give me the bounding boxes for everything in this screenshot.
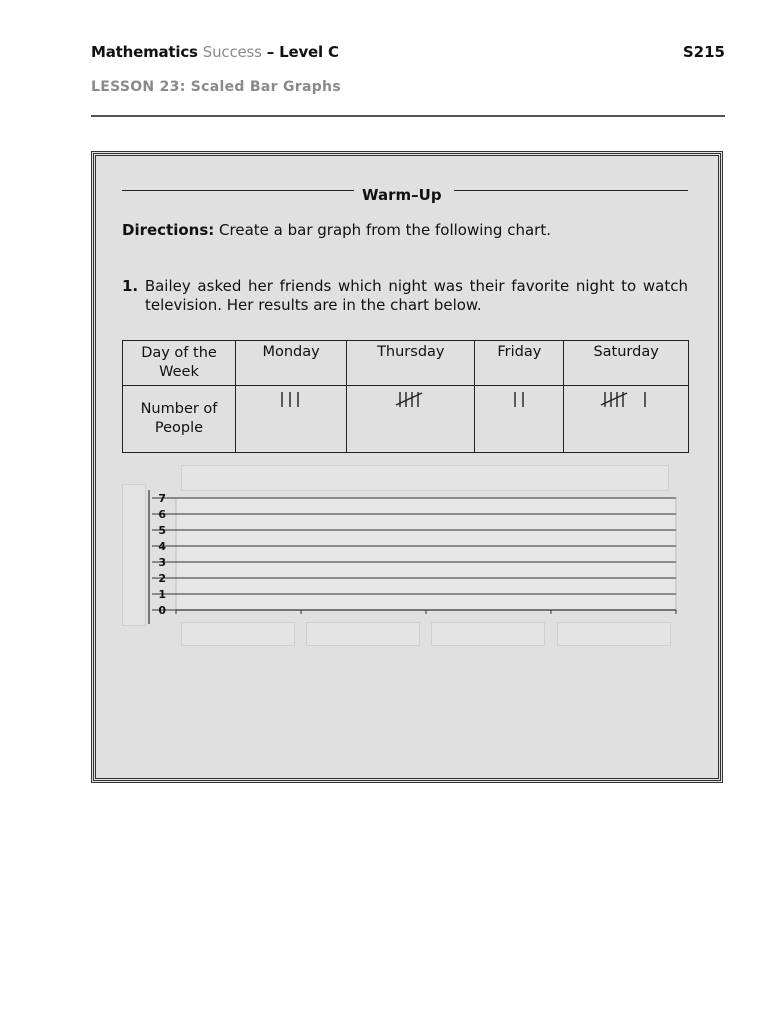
- y-tick-label: 2: [158, 572, 166, 585]
- row-header-day: Day of the Week: [123, 341, 236, 386]
- day-cell: Saturday: [564, 341, 689, 386]
- day-cell: Friday: [475, 341, 564, 386]
- y-tick-label: 5: [158, 524, 166, 537]
- header-title-part2: – Level C: [261, 43, 339, 61]
- day-cell: Monday: [236, 341, 347, 386]
- y-tick-label: 7: [158, 492, 166, 505]
- y-tick-label: 6: [158, 508, 166, 521]
- plot-area: [176, 498, 676, 610]
- y-tick-labels: [158, 492, 166, 617]
- y-tick-label: 0: [158, 604, 166, 617]
- header-title-part1: Mathematics: [91, 43, 203, 61]
- day-cell: Thursday: [347, 341, 475, 386]
- problem-line1-text: Bailey asked her friends which night was their favorite night to watch: [144, 277, 688, 295]
- problem-number: 1.: [122, 277, 139, 295]
- y-tick-label: 4: [158, 540, 166, 553]
- page-number: S215: [682, 43, 725, 61]
- y-tick-label: 3: [158, 556, 166, 569]
- problem-line2-text: television. Her results are in the chart below.: [145, 296, 482, 314]
- row-header-people: Number of People: [123, 386, 236, 453]
- directions-label: Directions:: [122, 221, 215, 239]
- header-title-accent: Success: [202, 43, 262, 61]
- y-tick-label: 1: [158, 588, 166, 601]
- lesson-title: LESSON 23: Scaled Bar Graphs: [91, 79, 341, 95]
- warmup-title: Warm–Up: [362, 186, 442, 204]
- directions-text: Create a bar graph from the following chart.: [214, 221, 551, 239]
